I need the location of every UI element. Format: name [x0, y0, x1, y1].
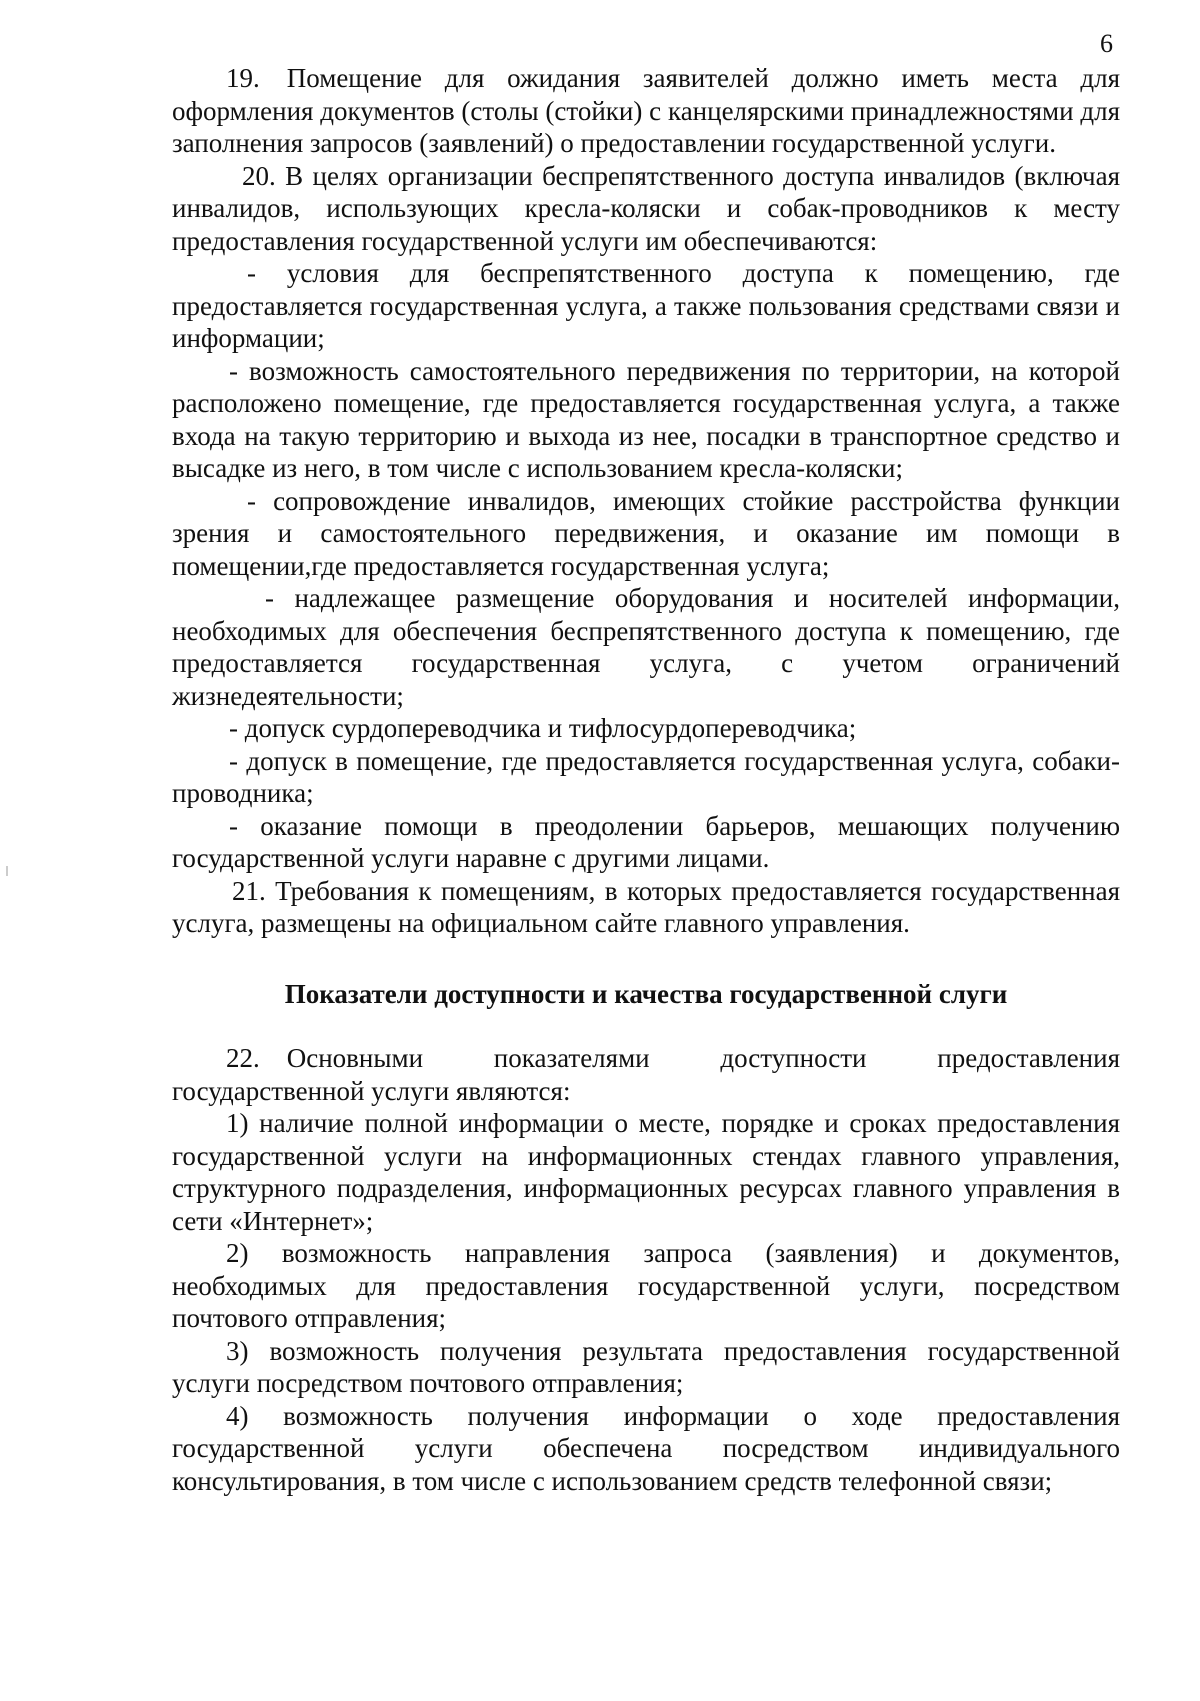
item-4: 4) возможность получения информации о ходе предоставления государственной услуги обеспечена посредством индивидуального консультирования, в том числе с использованием средств телефонной связи; — [172, 1400, 1120, 1496]
bullet-self-movement: - возможность самостоятельного передвижения по территории, на которой расположено помещение, где предоставляется государственная услуга, а также входа на такую территорию и выхода из нее, посадки в транспортное средство и высадке из него, в том числе с использованием кресла-коляски; — [172, 355, 1120, 483]
item-2: 2) возможность направления запроса (заявления) и документов, необходимых для предоставления государственной услуги, посредством почтового отправления; — [172, 1238, 1120, 1333]
item-1: 1) наличие полной информации о месте, порядке и сроках предоставления государственной услуги на информационных стендах главного управления, структурного подразделения, информационных ресурсах главного управления в сети «Интернет»; — [172, 1108, 1120, 1236]
bullet-guide-dog: - допуск в помещение, где предоставляется государственная услуга, собаки-проводника; — [172, 745, 1120, 808]
scan-edge-mark — [6, 866, 8, 876]
document-body — [172, 62, 1120, 1497]
paragraph-20: 20. В целях организации беспрепятственного доступа инвалидов (включая инвалидов, использующих кресла-коляски и собак-проводников к месту предоставления государственной услуги им обеспечиваются: — [172, 160, 1120, 256]
bullet-equipment-placement: - надлежащее размещение оборудования и носителей информации, необходимых для обеспечения беспрепятственного доступа к помещению, где предоставляется государственная услуга, с учетом ограничений жизнедеятельности; — [172, 583, 1120, 711]
page-number: 6 — [1100, 29, 1113, 58]
bullet-escort: - сопровождение инвалидов, имеющих стойкие расстройства функции зрения и самостоятельного передвижения, и оказание им помощи в помещении,где предоставляется государственная услуга; — [172, 485, 1120, 581]
bullet-barrier-help: - оказание помощи в преодолении барьеров, мешающих получению государственной услуги наравне с другими лицами. — [172, 810, 1120, 873]
section-heading: Показатели доступности и качества государственной слуги — [284, 978, 1008, 1009]
paragraph-19: 19. Помещение для ожидания заявителей должно иметь места для оформления документов (столы (стойки) с канцелярскими принадлежностями для заполнения запросов (заявлений) о предоставлении государственной услуги. — [172, 63, 1120, 158]
paragraph-22: 22. Основными показателями доступности предоставления государственной услуги являются: — [172, 1043, 1120, 1106]
item-3: 3) возможность получения результата предоставления государственной услуги посредством почтового отправления; — [172, 1335, 1120, 1398]
bullet-sign-interpreter: - допуск сурдопереводчика и тифлосурдопереводчика; — [229, 713, 857, 743]
paragraph-21: 21. Требования к помещениям, в которых предоставляется государственная услуга, размещены на официальном сайте главного управления. — [172, 875, 1120, 938]
bullet-access-conditions: - условия для беспрепятственного доступа к помещению, где предоставляется государственная услуга, а также пользования средствами связи и информации; — [172, 258, 1120, 353]
